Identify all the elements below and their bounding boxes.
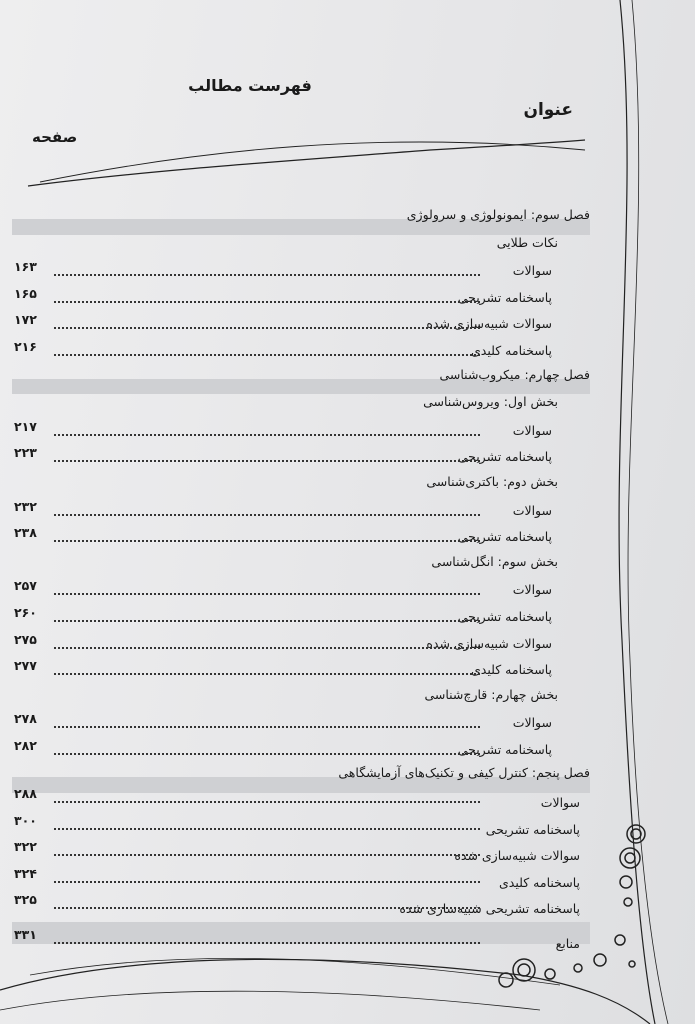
entry-label: پاسخنامه تشریحی — [457, 608, 552, 624]
page-number: ۲۷۷ — [14, 658, 37, 674]
page-title: فهرست مطالب — [188, 76, 312, 95]
dot-leader — [54, 301, 480, 303]
toc-entry[interactable] — [12, 284, 590, 311]
dot-leader — [54, 881, 480, 883]
header-swirl-line — [28, 140, 585, 186]
section-heading[interactable] — [12, 683, 590, 710]
entry-label: منابع — [555, 936, 580, 952]
deco-circle — [513, 959, 535, 981]
entry-label: سوالات — [512, 582, 552, 598]
footer-swirl-line-3 — [0, 991, 540, 1010]
header-swirl-line-2 — [40, 142, 585, 182]
dot-leader — [54, 854, 480, 856]
page-number: ۲۶۰ — [14, 604, 37, 620]
entry-label: سوالات — [512, 263, 552, 279]
entry-label: سوالات — [540, 795, 580, 811]
deco-circle — [499, 973, 513, 987]
toc-entry[interactable] — [12, 443, 590, 470]
toc-entry[interactable] — [12, 337, 590, 364]
page-number: ۲۳۲ — [14, 498, 37, 514]
dot-leader — [54, 801, 480, 803]
section-title: بخش دوم: باکتری‌شناسی — [426, 473, 558, 489]
dot-leader — [54, 620, 480, 622]
section-heading[interactable] — [12, 390, 590, 417]
page-number: ۱۷۲ — [14, 312, 37, 328]
toc-entry[interactable] — [12, 865, 590, 896]
dot-leader — [54, 354, 480, 356]
toc-entry[interactable] — [12, 257, 590, 284]
deco-circle — [629, 961, 635, 967]
toc-entry[interactable] — [12, 523, 590, 550]
page-number: ۲۲۳ — [14, 445, 37, 461]
entry-label: پاسخنامه تشریحی — [457, 529, 552, 545]
page-number: ۲۵۷ — [14, 578, 37, 594]
deco-circle — [615, 935, 625, 945]
toc-entry[interactable] — [12, 839, 590, 869]
dot-leader — [54, 726, 480, 728]
entry-label: سوالات شبیه‌سازی شده — [454, 848, 580, 864]
toc-entry[interactable] — [12, 310, 590, 337]
page-number: ۳۰۰ — [14, 812, 37, 828]
title-column-heading: عنوان — [523, 100, 573, 120]
chapter-5-title: فصل پنجم: کنترل کیفی و تکنیک‌های آزمایشگاهی — [338, 765, 590, 781]
dot-leader — [54, 274, 480, 276]
toc-entry[interactable] — [12, 630, 590, 657]
dot-leader — [54, 514, 480, 516]
table-of-contents — [12, 204, 590, 957]
footer-swirl-line-2 — [30, 958, 560, 985]
entry-label: پاسخنامه تشریحی — [485, 821, 580, 837]
chapter-4-heading[interactable] — [12, 364, 590, 391]
dot-leader — [54, 434, 480, 436]
chapter-3-heading[interactable] — [12, 204, 590, 231]
deco-circle — [625, 853, 635, 863]
page-number: ۲۷۵ — [14, 631, 37, 647]
toc-entry[interactable] — [12, 656, 590, 683]
toc-entry[interactable] — [12, 892, 590, 922]
page-number: ۱۶۵ — [14, 285, 37, 301]
deco-circle — [518, 964, 530, 976]
entry-label: پاسخنامه کلیدی — [471, 662, 552, 678]
section-heading[interactable] — [12, 550, 590, 577]
dot-leader — [54, 942, 480, 944]
entry-label: پاسخنامه کلیدی — [499, 874, 580, 890]
dot-leader — [54, 540, 480, 542]
deco-circle — [594, 954, 606, 966]
entry-label: پاسخنامه تشریحی — [457, 741, 552, 757]
deco-circle — [574, 964, 582, 972]
page-number: ۱۶۳ — [14, 259, 37, 275]
section-title: بخش اول: ویروس‌شناسی — [423, 394, 558, 410]
toc-entry[interactable] — [12, 812, 590, 843]
chapter-3-title: فصل سوم: ایمونولوژی و سرولوژی — [406, 207, 590, 222]
toc-entry[interactable] — [12, 576, 590, 603]
entry-label: نکات طلایی — [496, 234, 558, 250]
entry-label: سوالات — [512, 715, 552, 731]
entry-label: سوالات — [512, 422, 552, 438]
dot-leader — [54, 327, 480, 329]
right-border-line-2 — [628, 0, 668, 1024]
toc-entry[interactable] — [12, 709, 590, 736]
dot-leader — [54, 593, 480, 595]
dot-leader — [54, 647, 480, 649]
page-number: ۲۱۶ — [14, 338, 37, 354]
sources-heading[interactable] — [12, 922, 590, 930]
entry-label: سوالات شبیه‌سازی شده — [426, 635, 552, 651]
page-column-heading: صفحه — [32, 128, 78, 146]
dot-leader — [54, 673, 480, 675]
toc-entry[interactable] — [12, 736, 590, 763]
page-number: ۲۷۸ — [14, 711, 37, 727]
toc-entry[interactable] — [12, 497, 590, 524]
chapter-5-heading[interactable] — [12, 762, 590, 789]
entry-label: پاسخنامه تشریحی شبیه‌سازی شده — [399, 901, 580, 917]
toc-entry[interactable] — [12, 603, 590, 630]
toc-entry-sources[interactable] — [12, 927, 590, 957]
deco-circle — [627, 825, 645, 843]
entry-label: سوالات شبیه‌سازی شده — [426, 316, 552, 332]
page-number: ۲۱۷ — [14, 418, 37, 434]
toc-entry[interactable] — [12, 417, 590, 444]
dot-leader — [54, 753, 480, 755]
toc-entry[interactable] — [12, 231, 590, 258]
entry-label: پاسخنامه تشریحی — [457, 449, 552, 465]
page-number: ۳۲۴ — [14, 865, 37, 881]
dot-leader — [54, 460, 480, 462]
entry-label: پاسخنامه کلیدی — [471, 342, 552, 358]
dot-leader — [54, 828, 480, 830]
right-border-line — [619, 0, 655, 1024]
toc-entry[interactable] — [12, 786, 590, 816]
entry-label: سوالات — [512, 502, 552, 518]
page-number: ۳۲۲ — [14, 839, 37, 855]
page-number: ۳۲۵ — [14, 892, 37, 908]
page-number: ۳۳۱ — [14, 927, 37, 943]
page-number: ۲۸۲ — [14, 737, 37, 753]
deco-circle — [624, 898, 632, 906]
deco-circle — [620, 876, 632, 888]
section-heading[interactable] — [12, 470, 590, 497]
section-title: بخش چهارم: قارچ‌شناسی — [424, 686, 558, 702]
page-number: ۲۳۸ — [14, 525, 37, 541]
page-number: ۲۸۸ — [14, 786, 37, 802]
chapter-4-title: فصل چهارم: میکروب‌شناسی — [439, 366, 590, 382]
section-title: بخش سوم: انگل‌شناسی — [431, 553, 558, 569]
dot-leader — [54, 907, 480, 909]
deco-circle — [545, 969, 555, 979]
deco-circle — [620, 848, 640, 868]
entry-label: پاسخنامه تشریحی — [457, 289, 552, 305]
